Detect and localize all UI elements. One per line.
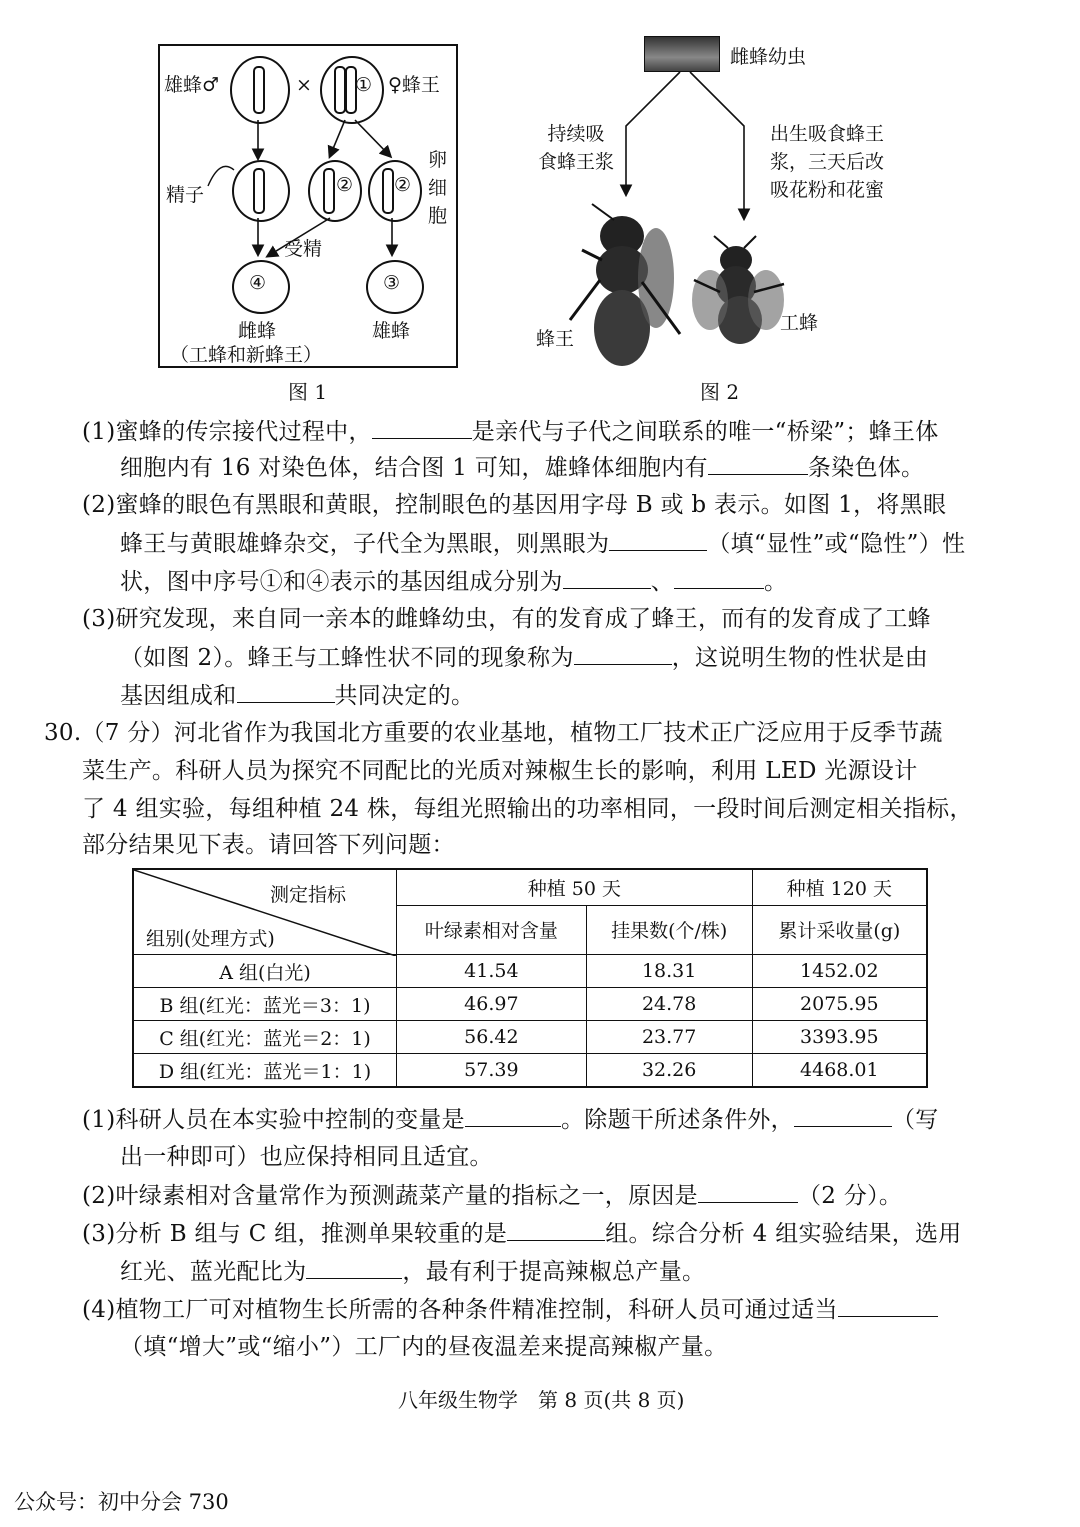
- watermark-text: 公众号：初中分会 730: [14, 1490, 229, 1514]
- table-row: [133, 1054, 927, 1088]
- value-cell: 4468.01: [752, 1054, 927, 1088]
- left-path-label: 持续吸 食蜂王浆: [538, 123, 615, 173]
- figure-1: [158, 44, 458, 368]
- answer-blank[interactable]: [838, 1294, 938, 1317]
- value-cell: 57.39: [397, 1054, 587, 1088]
- figure-2-arrows: [530, 30, 950, 370]
- value-cell: 1452.02: [752, 955, 927, 988]
- q29-part2-line1: (2)蜜蜂的眼色有黑眼和黄眼，控制眼色的基因用字母 B 或 b 表示。如图 1，将黑眼: [82, 492, 947, 518]
- female-bee-label: 雌蜂: [238, 320, 277, 342]
- chromosome: [382, 168, 394, 214]
- fertilize-label: 受精: [284, 238, 323, 260]
- value-cell: 23.77: [586, 1021, 752, 1054]
- value-cell: 24.78: [586, 988, 752, 1021]
- cross-symbol: ×: [296, 74, 312, 96]
- queen-bee-image: [570, 204, 680, 366]
- answer-blank[interactable]: [698, 1180, 798, 1203]
- answer-blank[interactable]: [674, 566, 764, 589]
- q30-part4-line2: （填“增大”或“缩小”）工厂内的昼夜温差来提高辣椒产量。: [120, 1334, 728, 1360]
- group-cell: B 组(红光：蓝光＝3：1): [133, 988, 397, 1021]
- answer-blank[interactable]: [563, 566, 651, 589]
- answer-blank[interactable]: [237, 680, 335, 703]
- mark-3: ③: [383, 272, 401, 294]
- group-120-days-header: 种植 120 天: [752, 869, 927, 905]
- egg-cell-1: [308, 160, 362, 222]
- q30-part1-line2: 出一种即可）也应保持相同且适宜。: [120, 1144, 493, 1170]
- table-corner-cell: [133, 869, 397, 955]
- value-cell: 46.97: [397, 988, 587, 1021]
- q29-part1-line2: 细胞内有 16 对染色体，结合图 1 可知，雄蜂体细胞内有 条染色体。: [120, 452, 924, 483]
- queen-label: 蜂王: [536, 328, 575, 350]
- answer-blank[interactable]: [794, 1104, 892, 1127]
- mark-2b: ②: [394, 174, 412, 196]
- q29-part2-line2: 蜂王与黄眼雄蜂杂交，子代全为黑眼，则黑眼为 （填“显性”或“隐性”）性: [120, 528, 965, 559]
- q29-part2-line3: 状，图中序号①和④表示的基因组成分别为 、 。: [120, 566, 787, 597]
- q30-intro-line3: 了 4 组实验，每组种植 24 株，每组光照输出的功率相同，一段时间后测定相关指标，: [82, 796, 973, 822]
- answer-blank[interactable]: [465, 1104, 561, 1127]
- larva-label: 雌蜂幼虫: [730, 46, 807, 68]
- male-parent-label: 雄蜂♂: [164, 74, 220, 96]
- q29-part3-line3: 基因组成和 共同决定的。: [120, 680, 474, 711]
- q30-part3-line2: 红光、蓝光配比为 ，最有利于提高辣椒总产量。: [120, 1256, 705, 1287]
- sperm-label: 精子: [166, 184, 205, 206]
- mark-1: ①: [355, 74, 373, 96]
- female-parent-label: ♀蜂王: [388, 74, 440, 96]
- results-table: [132, 868, 928, 1088]
- q30-intro-line4: 部分结果见下表。请回答下列问题：: [82, 832, 455, 858]
- value-cell: 18.31: [586, 955, 752, 988]
- right-path-label: 出生吸食蜂王 浆，三天后改 吸花粉和花蜜: [770, 123, 885, 201]
- group-50-days-header: 种植 50 天: [397, 869, 753, 905]
- answer-blank[interactable]: [372, 416, 472, 439]
- q29-part1-line1: (1)蜜蜂的传宗接代过程中， 是亲代与子代之间联系的唯一“桥梁”；蜂王体: [82, 416, 939, 447]
- figure-2: [530, 30, 950, 370]
- value-cell: 32.26: [586, 1054, 752, 1088]
- column-header: 累计采收量(g): [752, 905, 927, 954]
- corner-top-label: 测定指标: [270, 884, 347, 906]
- mark-4: ④: [249, 272, 267, 294]
- table-row: [133, 1021, 927, 1054]
- column-header: 叶绿素相对含量: [397, 905, 587, 954]
- male-bee-label: 雄蜂: [372, 320, 411, 342]
- worker-bee-image: [692, 236, 784, 344]
- answer-blank[interactable]: [507, 1218, 605, 1241]
- page-footer: 八年级生物学 第 8 页(共 8 页): [398, 1388, 685, 1412]
- q29-part3-line2: （如图 2）。蜂王与工蜂性状不同的现象称为 ，这说明生物的性状是由: [120, 642, 928, 673]
- q30-part2-line1: (2)叶绿素相对含量常作为预测蔬菜产量的指标之一，原因是 （2 分）。: [82, 1180, 902, 1211]
- q30-intro-line2: 菜生产。科研人员为探究不同配比的光质对辣椒生长的影响，利用 LED 光源设计: [82, 758, 918, 784]
- corner-bottom-label: 组别(处理方式): [146, 928, 275, 950]
- chromosome: [253, 168, 265, 214]
- figure-2-caption: 图 2: [700, 380, 740, 404]
- column-header: 挂果数(个/株): [586, 905, 752, 954]
- q30-part1-line1: (1)科研人员在本实验中控制的变量是 。除题干所述条件外， （写: [82, 1104, 939, 1135]
- egg-cell-label: 卵 细 胞: [428, 149, 448, 227]
- value-cell: 2075.95: [752, 988, 927, 1021]
- figure-1-caption: 图 1: [288, 380, 328, 404]
- chromosome: [323, 168, 335, 214]
- mark-2a: ②: [336, 174, 354, 196]
- answer-blank[interactable]: [574, 642, 672, 665]
- q29-part3-line1: (3)研究发现，来自同一亲本的雌蜂幼虫，有的发育成了蜂王，而有的发育成了工蜂: [82, 606, 931, 632]
- answer-blank[interactable]: [609, 528, 707, 551]
- worker-label: 工蜂: [780, 312, 819, 334]
- group-cell: D 组(红光：蓝光＝1：1): [133, 1054, 397, 1088]
- value-cell: 3393.95: [752, 1021, 927, 1054]
- group-cell: A 组(白光): [133, 955, 397, 988]
- q30-part3-line1: (3)分析 B 组与 C 组，推测单果较重的是 组。综合分析 4 组实验结果，选用: [82, 1218, 962, 1249]
- female-bee-note: （工蜂和新蜂王）: [170, 344, 323, 366]
- q30-part4-line1: (4)植物工厂可对植物生长所需的各种条件精准控制，科研人员可通过适当: [82, 1294, 938, 1325]
- value-cell: 56.42: [397, 1021, 587, 1054]
- q30-intro-line1: 30.（7 分）河北省作为我国北方重要的农业基地，植物工厂技术正广泛应用于反季节蔬: [44, 720, 943, 746]
- table-row: [133, 988, 927, 1021]
- table-row: [133, 955, 927, 988]
- value-cell: 41.54: [397, 955, 587, 988]
- answer-blank[interactable]: [306, 1256, 402, 1279]
- group-cell: C 组(红光：蓝光＝2：1): [133, 1021, 397, 1054]
- answer-blank[interactable]: [708, 452, 808, 475]
